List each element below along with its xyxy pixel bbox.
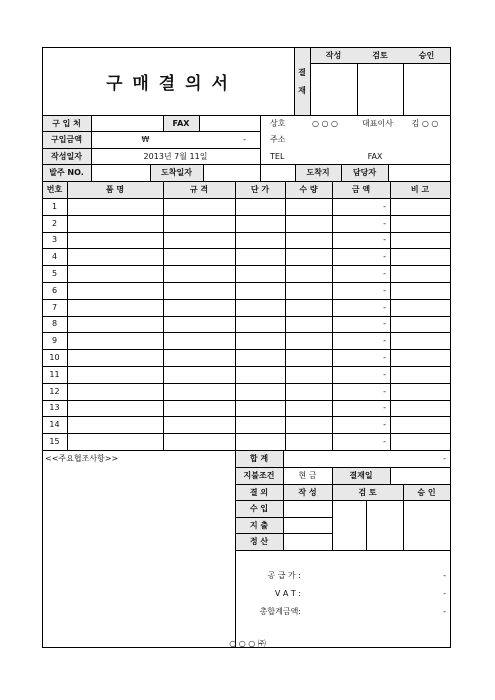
rule-line bbox=[310, 63, 450, 64]
item-row-amount: - bbox=[383, 336, 386, 346]
buyer-fax-label: FAX bbox=[172, 118, 190, 128]
rule-line bbox=[235, 550, 450, 551]
item-row-amount: - bbox=[383, 386, 386, 396]
col-spec-header: 규 격 bbox=[189, 185, 209, 194]
rule-line bbox=[403, 63, 404, 115]
decision-col-author: 작 성 bbox=[298, 487, 317, 497]
purchase-amount-label: 구입금액 bbox=[51, 135, 82, 144]
item-row-amount: - bbox=[383, 201, 386, 211]
summary-value: - bbox=[443, 570, 446, 580]
item-row-amount: - bbox=[383, 353, 386, 363]
approval-col-author: 작성 bbox=[325, 50, 342, 60]
item-row-amount: - bbox=[383, 319, 386, 329]
item-row-number: 10 bbox=[49, 353, 60, 363]
col-item-header: 품 명 bbox=[105, 185, 125, 194]
item-row-number: 7 bbox=[51, 302, 58, 312]
item-row-amount: - bbox=[383, 252, 386, 262]
item-row-amount: - bbox=[383, 269, 386, 279]
document-title: 구 매 결 의 서 bbox=[106, 73, 230, 94]
decision-row-settlement: 정 산 bbox=[249, 537, 269, 546]
decision-label: 결 의 bbox=[249, 487, 269, 497]
payment-terms-value: 현 금 bbox=[298, 471, 317, 480]
payment-date-label: 결재일 bbox=[349, 471, 373, 480]
rule-line bbox=[332, 500, 450, 501]
approval-col-review: 검토 bbox=[372, 50, 388, 60]
supplier-ceo-value: 김 ○ ○ bbox=[411, 118, 439, 128]
item-row-number: 2 bbox=[51, 218, 58, 228]
col-qty-header: 수 량 bbox=[299, 185, 318, 194]
col-unit-price-header: 단 가 bbox=[250, 185, 270, 194]
rule-line bbox=[366, 500, 367, 550]
item-row-number: 5 bbox=[51, 269, 58, 279]
supplier-company-label: 상호 bbox=[270, 118, 286, 128]
supplier-tel-label: TEL bbox=[270, 151, 285, 161]
approval-side-label: 결 재 bbox=[298, 67, 306, 95]
item-row-number: 9 bbox=[51, 336, 58, 346]
purchase-amount-value: - bbox=[243, 135, 246, 144]
destination-label: 도착지 bbox=[306, 168, 330, 177]
summary-value: - bbox=[443, 588, 446, 598]
item-row-amount: - bbox=[383, 403, 386, 413]
col-amount-header: 금 액 bbox=[351, 185, 371, 194]
item-row-amount: - bbox=[383, 302, 386, 312]
item-row-number: 12 bbox=[49, 386, 60, 396]
rule-line bbox=[450, 47, 451, 647]
summary-label: 총합계금액: bbox=[259, 606, 301, 616]
item-row-amount: - bbox=[383, 218, 386, 228]
rule-line bbox=[388, 164, 389, 181]
footer-company: ○ ○ ○ ㈜ bbox=[229, 638, 266, 648]
total-label: 합 계 bbox=[249, 454, 269, 463]
item-row-amount: - bbox=[383, 285, 386, 295]
col-remarks-header: 비 고 bbox=[410, 185, 430, 194]
payment-terms-label: 지불조건 bbox=[243, 471, 275, 480]
item-row-amount: - bbox=[383, 420, 386, 430]
decision-col-review: 검 토 bbox=[358, 487, 377, 497]
summary-label: 공 급 가 : bbox=[267, 570, 301, 580]
supplier-address-label: 주소 bbox=[270, 135, 286, 144]
rule-line bbox=[203, 164, 204, 181]
total-value: - bbox=[443, 454, 446, 463]
item-row-number: 11 bbox=[49, 369, 60, 379]
decision-row-income: 수 입 bbox=[249, 504, 269, 513]
purchaser-label: 구 입 처 bbox=[52, 118, 81, 128]
item-row-number: 6 bbox=[51, 285, 58, 295]
item-row-number: 1 bbox=[51, 201, 58, 211]
rule-line bbox=[357, 63, 358, 115]
item-row-number: 15 bbox=[49, 437, 60, 447]
approval-col-approve: 승인 bbox=[418, 50, 435, 60]
item-row-amount: - bbox=[383, 369, 386, 379]
supplier-ceo-label: 대표이사 bbox=[362, 118, 393, 128]
supplier-company-value: ○ ○ ○ bbox=[311, 118, 339, 128]
decision-col-approve: 승 인 bbox=[417, 487, 436, 497]
rule-line bbox=[199, 115, 200, 131]
decision-row-expense: 지 출 bbox=[249, 520, 269, 530]
manager-label: 담당자 bbox=[352, 168, 377, 177]
item-row-amount: - bbox=[383, 437, 386, 447]
item-row-number: 14 bbox=[49, 420, 60, 430]
date-label: 작성일자 bbox=[51, 151, 82, 161]
date-value: 2013년 7월 11일 bbox=[143, 151, 208, 161]
summary-label: V A T : bbox=[274, 588, 301, 598]
item-row-number: 3 bbox=[51, 235, 58, 245]
col-no-header: 번호 bbox=[46, 185, 63, 194]
item-row-number: 13 bbox=[49, 403, 60, 413]
rule-line bbox=[390, 467, 391, 484]
order-no-label: 발주 NO. bbox=[49, 168, 84, 177]
arrival-date-label: 도착일자 bbox=[161, 168, 192, 177]
supplier-fax-label: FAX bbox=[367, 151, 383, 161]
notes-label: <<주요협조사항>> bbox=[45, 454, 119, 463]
item-row-amount: - bbox=[383, 235, 386, 245]
currency-symbol: ₩ bbox=[141, 135, 150, 144]
summary-value: - bbox=[443, 606, 446, 616]
item-row-number: 8 bbox=[51, 319, 58, 329]
item-row-number: 4 bbox=[51, 252, 58, 262]
